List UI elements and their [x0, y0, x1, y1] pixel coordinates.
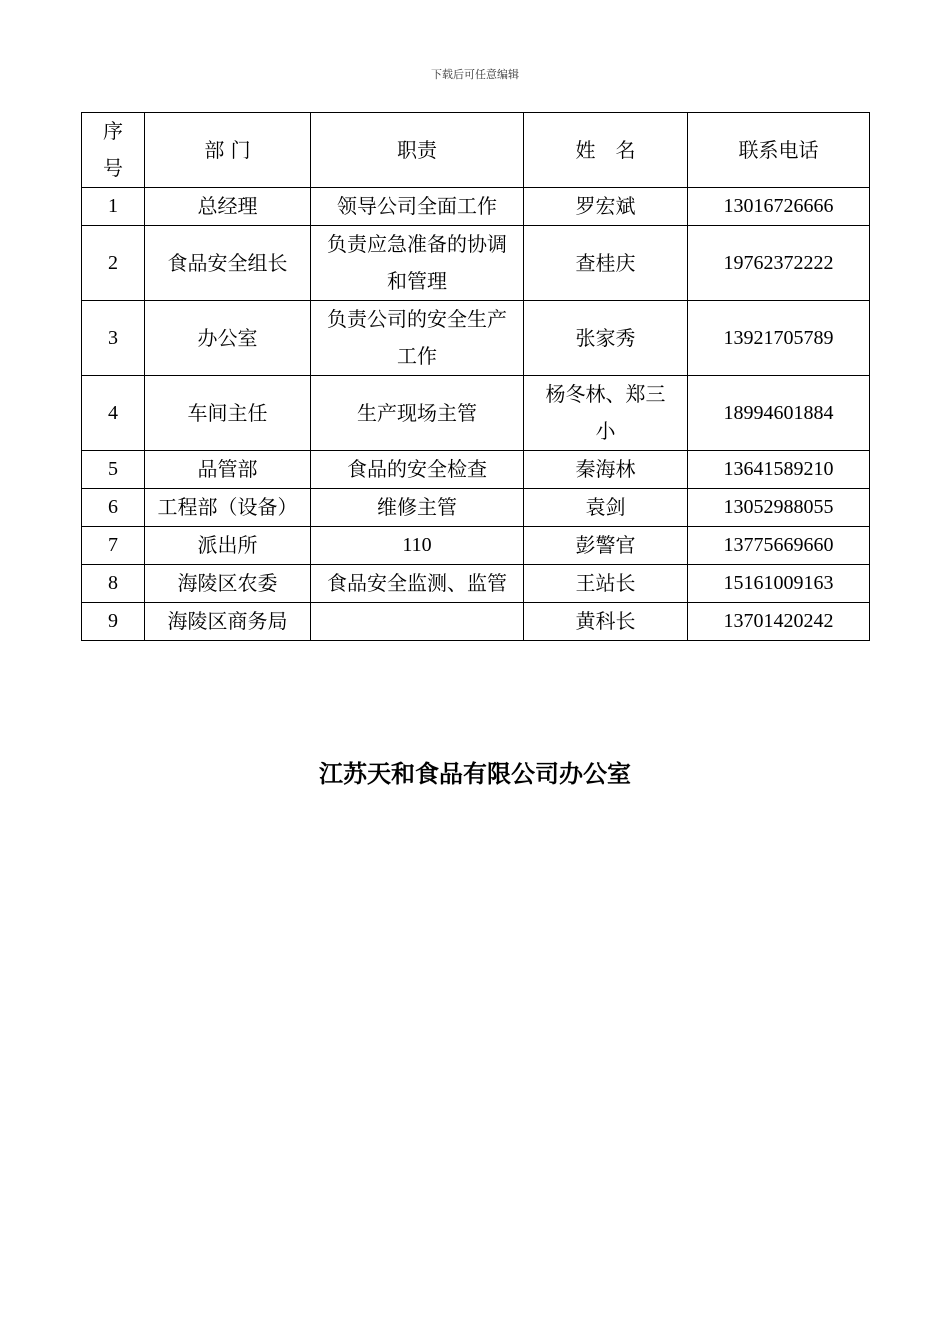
table-row	[82, 188, 870, 226]
cell-dept: 海陵区农委	[145, 565, 311, 603]
cell-dept: 海陵区商务局	[145, 603, 311, 641]
cell-duty	[311, 603, 524, 641]
table-row	[82, 489, 870, 527]
cell-phone: 13775669660	[688, 527, 870, 565]
table-row	[82, 603, 870, 641]
cell-phone: 13921705789	[688, 301, 870, 376]
header-no: 序号	[82, 113, 145, 188]
cell-duty: 食品安全监测、监管	[311, 565, 524, 603]
cell-name: 查桂庆	[524, 226, 688, 301]
cell-phone: 13016726666	[688, 188, 870, 226]
cell-name: 秦海林	[524, 451, 688, 489]
cell-phone: 13052988055	[688, 489, 870, 527]
table-row	[82, 226, 870, 301]
header-name: 姓 名	[524, 113, 688, 188]
cell-duty: 生产现场主管	[311, 376, 524, 451]
cell-name: 黄科长	[524, 603, 688, 641]
cell-dept: 派出所	[145, 527, 311, 565]
cell-duty: 食品的安全检查	[311, 451, 524, 489]
cell-no: 5	[82, 451, 145, 489]
cell-phone: 18994601884	[688, 376, 870, 451]
table-row	[82, 527, 870, 565]
cell-name: 杨冬林、郑三小	[524, 376, 688, 451]
cell-phone: 13701420242	[688, 603, 870, 641]
cell-no: 2	[82, 226, 145, 301]
cell-dept: 工程部（设备）	[145, 489, 311, 527]
cell-name: 张家秀	[524, 301, 688, 376]
header-duty: 职责	[311, 113, 524, 188]
contact-table	[81, 112, 870, 641]
header-phone: 联系电话	[688, 113, 870, 188]
cell-no: 8	[82, 565, 145, 603]
cell-dept: 总经理	[145, 188, 311, 226]
cell-dept: 食品安全组长	[145, 226, 311, 301]
table-row	[82, 451, 870, 489]
cell-phone: 15161009163	[688, 565, 870, 603]
table-row	[82, 376, 870, 451]
table-header-row	[82, 113, 870, 188]
cell-no: 3	[82, 301, 145, 376]
cell-name: 罗宏斌	[524, 188, 688, 226]
cell-duty: 110	[311, 527, 524, 565]
cell-dept: 品管部	[145, 451, 311, 489]
cell-no: 7	[82, 527, 145, 565]
cell-no: 4	[82, 376, 145, 451]
cell-dept: 车间主任	[145, 376, 311, 451]
cell-name: 彭警官	[524, 527, 688, 565]
cell-no: 9	[82, 603, 145, 641]
table-row	[82, 301, 870, 376]
cell-dept: 办公室	[145, 301, 311, 376]
cell-duty: 负责应急准备的协调和管理	[311, 226, 524, 301]
cell-phone: 13641589210	[688, 451, 870, 489]
header-dept: 部 门	[145, 113, 311, 188]
cell-duty: 领导公司全面工作	[311, 188, 524, 226]
cell-name: 王站长	[524, 565, 688, 603]
organization-title: 江苏天和食品有限公司办公室	[319, 760, 631, 788]
cell-name: 袁剑	[524, 489, 688, 527]
cell-no: 6	[82, 489, 145, 527]
table-row	[82, 565, 870, 603]
header-note: 下载后可任意编辑	[431, 68, 519, 81]
cell-duty: 负责公司的安全生产工作	[311, 301, 524, 376]
cell-duty: 维修主管	[311, 489, 524, 527]
cell-no: 1	[82, 188, 145, 226]
cell-phone: 19762372222	[688, 226, 870, 301]
